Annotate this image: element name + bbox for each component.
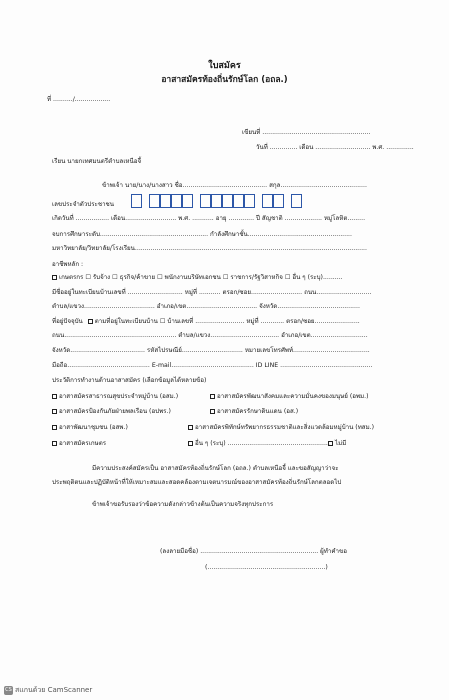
checkbox-icon[interactable] — [210, 409, 215, 414]
registered-address-line-2: ตำบล/แขวง.................................... อำเภอ/เขต.................................... จังหวัด.......................................... — [52, 303, 360, 310]
university-line: มหาวิทยาลัย/วิทยาลัย/โรงเรียน...................................................................................................................... — [52, 245, 367, 252]
id-digit-box-13[interactable] — [291, 194, 302, 208]
birth-line: เกิดวันที่ ................. เดือน.......................... พ.ศ. ........... อายุ ............. ปี สัญชาติ ................... หมู่โลหิต......... — [52, 215, 366, 222]
volunteer-option-label: อาสาสมัครสาธารณสุขประจำหมู่บ้าน (อสม.) — [59, 393, 179, 400]
volunteer-option-label: อาสาสมัครเกษตร — [59, 440, 107, 447]
id-digit-box-9[interactable] — [233, 194, 244, 208]
checkbox-icon[interactable] — [52, 441, 57, 446]
contact-line: มือถือ.......................................... E-mail.......................................... ID LINE ............................................... — [52, 362, 373, 369]
volunteer-option-label: อาสาสมัครป้องกันภัยฝ่ายพลเรือน (อปพร.) — [59, 408, 171, 415]
addressee: เรียน นายกเทศมนตรีตำบลเหนือจี้ — [52, 158, 142, 165]
checkbox-icon[interactable] — [52, 394, 57, 399]
date-line: วันที่ .............. เดือน ............................ พ.ศ. .............. — [256, 144, 414, 151]
volunteer-option[interactable] — [52, 408, 171, 416]
form-title: ใบสมัคร — [208, 61, 241, 71]
id-digit-box-1[interactable] — [131, 194, 142, 208]
checkbox-icon[interactable] — [52, 425, 57, 430]
id-digit-box-2[interactable] — [149, 194, 160, 208]
current-address-line[interactable] — [52, 318, 360, 326]
volunteer-option-label: อาสาสมัครพิทักษ์ทรัพยากรธรรมชาติและสิ่งแวดล้อมหมู่บ้าน (ทสม.) — [195, 424, 375, 431]
current-address-line-3: จังหวัด...................................... รหัสไปรษณีย์............................... หมายเลขโทรศัพท์....................................... — [52, 347, 370, 354]
education-line: จบการศึกษาระดับ....................................................... กำลังศึกษาชั้น..................................................... — [52, 231, 352, 238]
form-subtitle: อาสาสมัครท้องถิ่นรักษ์โลก (อถล.) — [161, 75, 288, 85]
volunteer-option-label: ไม่มี — [335, 440, 347, 447]
volunteer-option-label: อาสาสมัครพัฒนาสังคมและความมั่นคงของมนุษย์ (อพม.) — [217, 393, 369, 400]
intent-paragraph-line-1: มีความประสงค์สมัครเป็น อาสาสมัครท้องถิ่นรักษ์โลก (อถล.) ตำบลเหนือจี้ และขอสัญญาว่าจะ — [92, 465, 339, 472]
document-number: ที่ ........../.................. — [47, 96, 111, 103]
current-address-prefix: ที่อยู่ปัจจุบัน — [52, 318, 83, 325]
id-digit-box-7[interactable] — [211, 194, 222, 208]
checkbox-icon[interactable] — [88, 319, 93, 324]
id-digit-box-12[interactable] — [273, 194, 284, 208]
signature-name-line: (............................................................) — [205, 564, 328, 571]
volunteer-option-label: อื่น ๆ (ระบุ) .................................................... — [195, 440, 330, 447]
volunteer-option[interactable] — [210, 393, 369, 401]
checkbox-icon[interactable] — [328, 441, 333, 446]
certification-statement: ข้าพเจ้าขอรับรองว่าข้อความดังกล่าวข้างต้นเป็นความจริงทุกประการ — [92, 501, 274, 508]
volunteer-option-label: อาสาพัฒนาชุมชน (อสพ.) — [59, 424, 128, 431]
checkbox-icon[interactable] — [52, 409, 57, 414]
id-digit-box-10[interactable] — [244, 194, 255, 208]
id-digit-box-8[interactable] — [222, 194, 233, 208]
id-label: เลขประจำตัวประชาชน — [52, 201, 114, 208]
checkbox-icon[interactable] — [188, 441, 193, 446]
volunteer-option[interactable] — [188, 440, 330, 448]
scanner-watermark — [4, 685, 92, 696]
id-digit-box-4[interactable] — [171, 194, 182, 208]
checkbox-icon[interactable] — [210, 394, 215, 399]
volunteer-option[interactable] — [52, 440, 106, 448]
checkbox-icon[interactable] — [52, 275, 57, 280]
checkbox-icon[interactable] — [188, 425, 193, 430]
volunteer-option[interactable] — [52, 393, 178, 401]
occupation-label: อาชีพหลัก : — [52, 261, 84, 268]
written-at-line: เขียนที่ ....................................................... — [242, 129, 371, 136]
intent-paragraph-line-2: ประพฤติตนและปฏิบัติหน้าที่ให้เหมาะสมและสอดคล้องตามเจตนารมณ์ของอาสาสมัครท้องถิ่นรักษ์โลกตลอดไป — [52, 479, 342, 486]
occupation-options[interactable] — [52, 274, 343, 282]
camscanner-icon: CS — [5, 686, 12, 693]
current-address-line-2: ถนน......................................................... ตำบล/แขวง................................... อำเภอ/เขต............................. — [52, 332, 368, 339]
volunteer-option[interactable] — [188, 424, 374, 432]
volunteer-option[interactable] — [328, 440, 346, 448]
volunteer-type-label: ประวัติการทำงานด้านอาสาสมัคร (เลือกข้อมูลได้หลายข้อ) — [52, 377, 207, 384]
occupation-options-text: เกษตรกร ☐ รับจ้าง ☐ ธุรกิจ/ค้าขาย ☐ พนักงานบริษัทเอกชน ☐ ราชการ/รัฐวิสาหกิจ ☐ อื่น ๆ (ระบุ).......... — [59, 274, 343, 281]
id-digit-box-6[interactable] — [200, 194, 211, 208]
volunteer-option[interactable] — [210, 408, 298, 416]
registered-address-line: มีชื่ออยู่ในทะเบียนบ้านเลขที่ ............................ หมู่ที่ ........... ตรอก/ซอย.......................... ถนน............................ — [52, 289, 372, 296]
volunteer-option[interactable] — [52, 424, 128, 432]
applicant-name-line: ข้าพเจ้า นาย/นาง/นางสาว ชื่อ........................................... สกุล............................................ — [102, 182, 367, 189]
signature-line: (ลงลายมือชื่อ) ............................................................ ผู้ทำคำขอ — [160, 548, 347, 555]
id-digit-box-3[interactable] — [160, 194, 171, 208]
volunteer-option-label: อาสาสมัครรักษาดินแดน (อส.) — [217, 408, 299, 415]
id-digit-box-5[interactable] — [182, 194, 193, 208]
id-digit-box-11[interactable] — [262, 194, 273, 208]
current-address-text: ตามที่อยู่ในทะเบียนบ้าน ☐ บ้านเลขที่ ......................... หมู่ที่ ............ ตรอก/ซอย....................... — [94, 318, 360, 325]
scanner-watermark-text: สแกนด้วย CamScanner — [15, 686, 93, 694]
